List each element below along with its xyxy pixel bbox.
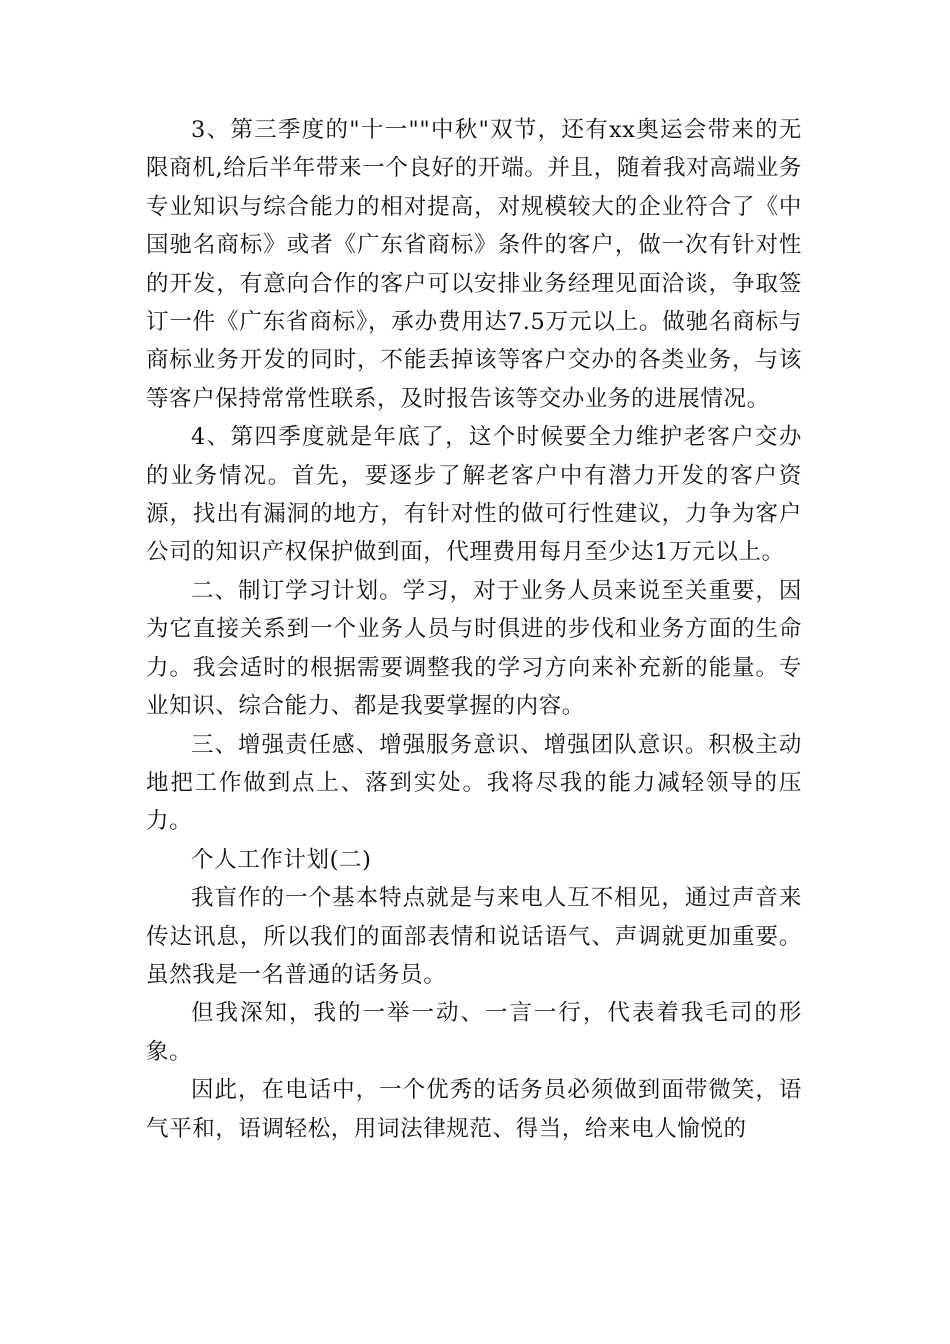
paragraph-operator-manner: 因此，在电话中，一个优秀的话务员必须做到面带微笑，语气平和，语调轻松，用词法律规范、得当，给来电人愉悦的 [146,1077,802,1142]
paragraph-phone-work: 我盲作的一个基本特点就是与来电人互不相见，通过声音来传达讯息，所以我们的面部表情和说话语气、声调就更加重要。虽然我是一名普通的话务员。 [146,885,802,988]
paragraph-q4: 4、第四季度就是年底了，这个时候要全力维护老客户交办的业务情况。首先，要逐步了解老客户中有潜力开发的客户资源，找出有漏洞的地方，有针对性的做可行性建议，力争为客户公司的知识产权保护做到面，代理费用每月至少达1万元以上。 [146,424,802,566]
paragraph-q3: 3、第三季度的"十一""中秋"双节，还有xx奥运会带来的无限商机,给后半年带来一个良好的开端。并且，随着我对高端业务专业知识与综合能力的相对提高，对规模较大的企业符合了《中国驰名商标》或者《广东省商标》条件的客户，做一次有针对性的开发，有意向合作的客户可以安排业务经理见面洽谈，争取签订一件《广东省商标》，承办费用达7.5万元以上。做驰名商标与商标业务开发的同时，不能丢掉该等客户交办的各类业务，与该等客户保持常常性联系，及时报告该等交办业务的进展情况。 [146,117,802,412]
paragraph-responsibility: 三、增强责任感、增强服务意识、增强团队意识。积极主动地把工作做到点上、落到实处。我将尽我的能力减轻领导的压力。 [146,731,802,835]
document-page [146,111,802,1148]
paragraph-company-image: 但我深知，我的一举一动、一言一行，代表着我毛司的形象。 [146,1000,802,1065]
section-heading: 个人工作计划(二) [191,846,372,873]
paragraph-study-plan: 二、制订学习计划。学习，对于业务人员来说至关重要，因为它直接关系到一个业务人员与时俱进的步伐和业务方面的生命力。我会适时的根据需要调整我的学习方向来补充新的能量。专业知识、综合能力、都是我要掌握的内容。 [146,577,802,720]
